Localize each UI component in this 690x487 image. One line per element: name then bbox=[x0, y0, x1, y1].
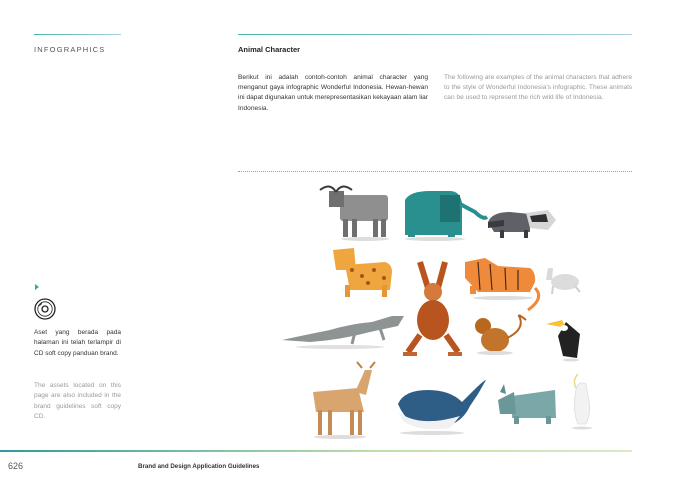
left-top-rule bbox=[34, 34, 121, 35]
right-top-rule bbox=[238, 34, 632, 35]
footer-rule bbox=[0, 450, 632, 452]
page-title: Animal Character bbox=[238, 45, 301, 54]
intro-english bbox=[444, 73, 632, 104]
orangutan-illustration bbox=[403, 262, 462, 356]
monkey-illustration bbox=[475, 315, 526, 355]
footer-title: Brand and Design Application Guidelines bbox=[138, 463, 260, 470]
leopard-illustration bbox=[333, 248, 392, 297]
elephant-illustration bbox=[405, 191, 487, 241]
intro-indonesian-text: Berikut ini adalah contoh-contoh animal character yang menganut gaya infographic Wonderful Indonesia. Hewan-hewan ini dapat digunakan untuk merepresentasikan kekayaan alam liar Indonesia. bbox=[238, 74, 428, 112]
note-indonesian-text: Aset yang berada pada halaman ini telah terlampir di CD soft copy panduan brand. bbox=[34, 329, 121, 357]
komodo-dragon-illustration bbox=[282, 316, 404, 349]
whale-illustration bbox=[398, 380, 486, 435]
toucan-illustration bbox=[546, 320, 580, 362]
note-indonesian bbox=[34, 328, 121, 359]
note-english bbox=[34, 381, 121, 422]
cd-icon bbox=[34, 298, 56, 320]
cockatoo-illustration bbox=[572, 374, 592, 430]
rabbit-illustration bbox=[546, 268, 580, 294]
page-number: 626 bbox=[8, 461, 24, 471]
note-english-text: The assets located on this page are also included in the brand guidelines soft copy CD. bbox=[34, 382, 121, 420]
dotted-divider bbox=[238, 171, 632, 172]
animal-illustrations bbox=[270, 180, 630, 445]
raccoon-illustration bbox=[488, 210, 556, 238]
rhinoceros-illustration bbox=[498, 384, 556, 424]
intro-english-text: The following are examples of the animal characters that adhere to the style of Wonderful Indonesia's infographic. These animals can be used to represent the rich wild life of Indonesia. bbox=[444, 74, 632, 102]
buffalo-illustration bbox=[320, 186, 389, 241]
tiger-illustration bbox=[465, 258, 539, 310]
intro-indonesian bbox=[238, 73, 428, 114]
deer-illustration bbox=[313, 362, 375, 439]
triangle-marker-icon bbox=[35, 284, 39, 290]
section-label: INFOGRAPHICS bbox=[34, 45, 106, 54]
